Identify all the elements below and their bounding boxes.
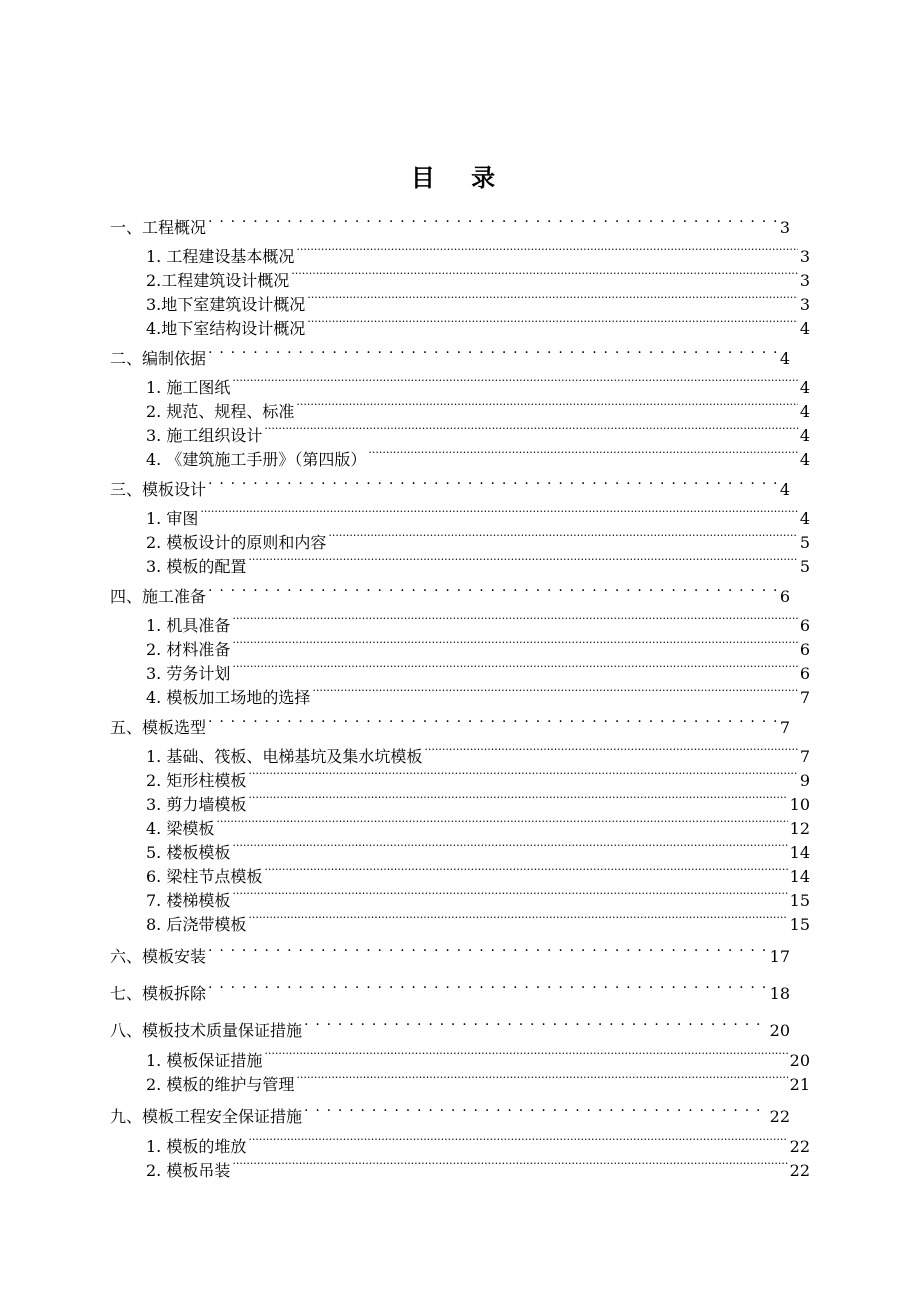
toc-page-number: 20 (789, 1051, 810, 1070)
toc-dot-leader (296, 1068, 787, 1090)
toc-dot-leader (248, 788, 787, 810)
toc-dot-leader (264, 419, 797, 441)
toc-entry-label: 1. 模板的堆放 (146, 1137, 247, 1156)
toc-subsection[interactable] (146, 681, 810, 709)
toc-subsection[interactable] (146, 443, 810, 471)
toc-page-number: 9 (799, 771, 810, 790)
toc-dot-leader (232, 884, 787, 906)
toc-dot-leader (328, 526, 797, 548)
toc-entry-label: 1. 基础、筏板、电梯基坑及集水坑模板 (146, 747, 423, 766)
toc-entry-label: 5. 楼板模板 (146, 843, 231, 862)
toc-dot-leader (208, 940, 768, 962)
toc-entry-label: 三、模板设计 (110, 480, 207, 499)
toc-subsection[interactable] (146, 312, 810, 340)
toc-page-number: 4 (799, 378, 810, 397)
toc-entry-label: 五、模板选型 (110, 718, 207, 737)
toc-entry-label: 八、模板技术质量保证措施 (110, 1021, 303, 1040)
toc-dot-leader (208, 211, 778, 233)
toc-entry-label: 2.工程建筑设计概况 (146, 271, 290, 290)
toc-entry-label: 3. 劳务计划 (146, 664, 231, 683)
toc-dot-leader (232, 371, 797, 393)
toc-page-number: 3 (799, 247, 810, 266)
toc-section[interactable] (110, 1100, 790, 1128)
toc-entry-label: 四、施工准备 (110, 587, 207, 606)
toc-entry-label: 7. 楼梯模板 (146, 891, 231, 910)
toc-page-number: 5 (799, 533, 810, 552)
toc-entry-label: 4. 梁模板 (146, 819, 215, 838)
toc-page-number: 6 (799, 664, 810, 683)
toc-page-number: 4 (799, 509, 810, 528)
toc-page-number: 4 (779, 349, 790, 368)
toc-entry-label: 1. 机具准备 (146, 616, 231, 635)
toc-dot-leader (248, 550, 797, 572)
toc-entry-label: 七、模板拆除 (110, 984, 207, 1003)
toc-page-number: 4 (799, 426, 810, 445)
toc-subsection[interactable] (146, 1154, 810, 1182)
toc-section[interactable] (110, 1014, 790, 1042)
toc-entry-label: 2. 模板吊装 (146, 1161, 231, 1180)
toc-page-number: 4 (799, 402, 810, 421)
toc-entry-label: 6. 梁柱节点模板 (146, 867, 263, 886)
toc-entry-label: 3. 剪力墙模板 (146, 795, 247, 814)
toc-page-number: 14 (789, 867, 810, 886)
toc-page-number: 10 (789, 795, 810, 814)
toc-entry-label: 2. 模板的维护与管理 (146, 1075, 295, 1094)
toc-entry-label: 3. 施工组织设计 (146, 426, 263, 445)
toc-section[interactable] (110, 473, 790, 501)
toc-entry-label: 8. 后浇带模板 (146, 915, 247, 934)
toc-dot-leader (291, 264, 798, 286)
toc-section[interactable] (110, 580, 790, 608)
toc-dot-leader (232, 657, 797, 679)
toc-dot-leader (232, 633, 797, 655)
toc-page-number: 22 (789, 1137, 810, 1156)
toc-section[interactable] (110, 211, 790, 239)
toc-dot-leader (208, 342, 778, 364)
toc-dot-leader (208, 473, 778, 495)
toc-dot-leader (200, 502, 797, 524)
toc-entry-label: 六、模板安装 (110, 947, 207, 966)
toc-dot-leader (208, 977, 768, 999)
toc-page-number: 20 (769, 1021, 790, 1040)
toc-entry-label: 2. 矩形柱模板 (146, 771, 247, 790)
toc-page-number: 4 (779, 480, 790, 499)
toc-section[interactable] (110, 711, 790, 739)
toc-dot-leader (264, 860, 787, 882)
toc-entry-label: 1. 审图 (146, 509, 199, 528)
toc-entry-label: 2. 材料准备 (146, 640, 231, 659)
toc-page-number: 6 (799, 616, 810, 635)
toc-dot-leader (304, 1100, 768, 1122)
toc-dot-leader (424, 740, 797, 762)
toc-entry-label: 九、模板工程安全保证措施 (110, 1107, 303, 1126)
toc-entry-label: 2. 模板设计的原则和内容 (146, 533, 327, 552)
toc-dot-leader (307, 312, 798, 334)
toc-entry-label: 一、工程概况 (110, 218, 207, 237)
toc-subsection[interactable] (146, 908, 810, 936)
toc-page-number: 21 (789, 1075, 810, 1094)
toc-dot-leader (307, 288, 798, 310)
toc-entry-label: 1. 工程建设基本概况 (146, 247, 295, 266)
toc-subsection[interactable] (146, 1068, 810, 1096)
toc-entry-label: 3.地下室建筑设计概况 (146, 295, 306, 314)
toc-page-number: 7 (779, 718, 790, 737)
page-title: 目 录 (410, 164, 510, 192)
toc-dot-leader (216, 812, 787, 834)
toc-dot-leader (248, 908, 787, 930)
toc-entry-label: 4. 模板加工场地的选择 (146, 688, 311, 707)
toc-dot-leader (232, 609, 797, 631)
toc-section[interactable] (110, 342, 790, 370)
toc-page-number: 22 (789, 1161, 810, 1180)
toc-page-number: 15 (789, 915, 810, 934)
toc-entry-label: 4.地下室结构设计概况 (146, 319, 306, 338)
toc-section[interactable] (110, 977, 790, 1005)
toc-dot-leader (368, 443, 797, 465)
toc-page-number: 3 (799, 295, 810, 314)
toc-dot-leader (296, 395, 797, 417)
toc-dot-leader (232, 836, 787, 858)
toc-entry-label: 2. 规范、规程、标准 (146, 402, 295, 421)
toc-page-number: 4 (799, 450, 810, 469)
toc-entry-label: 1. 模板保证措施 (146, 1051, 263, 1070)
toc-section[interactable] (110, 940, 790, 968)
toc-entry-label: 二、编制依据 (110, 349, 207, 368)
toc-dot-leader (248, 1130, 787, 1152)
toc-page-number: 6 (799, 640, 810, 659)
toc-dot-leader (312, 681, 797, 703)
toc-entry-label: 3. 模板的配置 (146, 557, 247, 576)
toc-entry-label: 1. 施工图纸 (146, 378, 231, 397)
toc-page-number: 18 (769, 984, 790, 1003)
toc-dot-leader (208, 711, 778, 733)
toc-page-number: 5 (799, 557, 810, 576)
toc-page-number: 3 (799, 271, 810, 290)
toc-page-number: 12 (789, 819, 810, 838)
toc-entry-label: 4. 《建筑施工手册》（第四版） (146, 450, 367, 469)
toc-page-number: 6 (779, 587, 790, 606)
toc-dot-leader (296, 240, 797, 262)
toc-page-number: 15 (789, 891, 810, 910)
toc-page-number: 3 (779, 218, 790, 237)
toc-page-number: 17 (769, 947, 790, 966)
toc-dot-leader (248, 764, 797, 786)
toc-dot-leader (208, 580, 778, 602)
toc-page-number: 4 (799, 319, 810, 338)
toc-dot-leader (232, 1154, 787, 1176)
toc-page-number: 7 (799, 688, 810, 707)
toc-page-number: 7 (799, 747, 810, 766)
toc-page-number: 14 (789, 843, 810, 862)
toc-dot-leader (264, 1044, 787, 1066)
toc-dot-leader (304, 1014, 768, 1036)
toc-page-number: 22 (769, 1107, 790, 1126)
toc-subsection[interactable] (146, 550, 810, 578)
